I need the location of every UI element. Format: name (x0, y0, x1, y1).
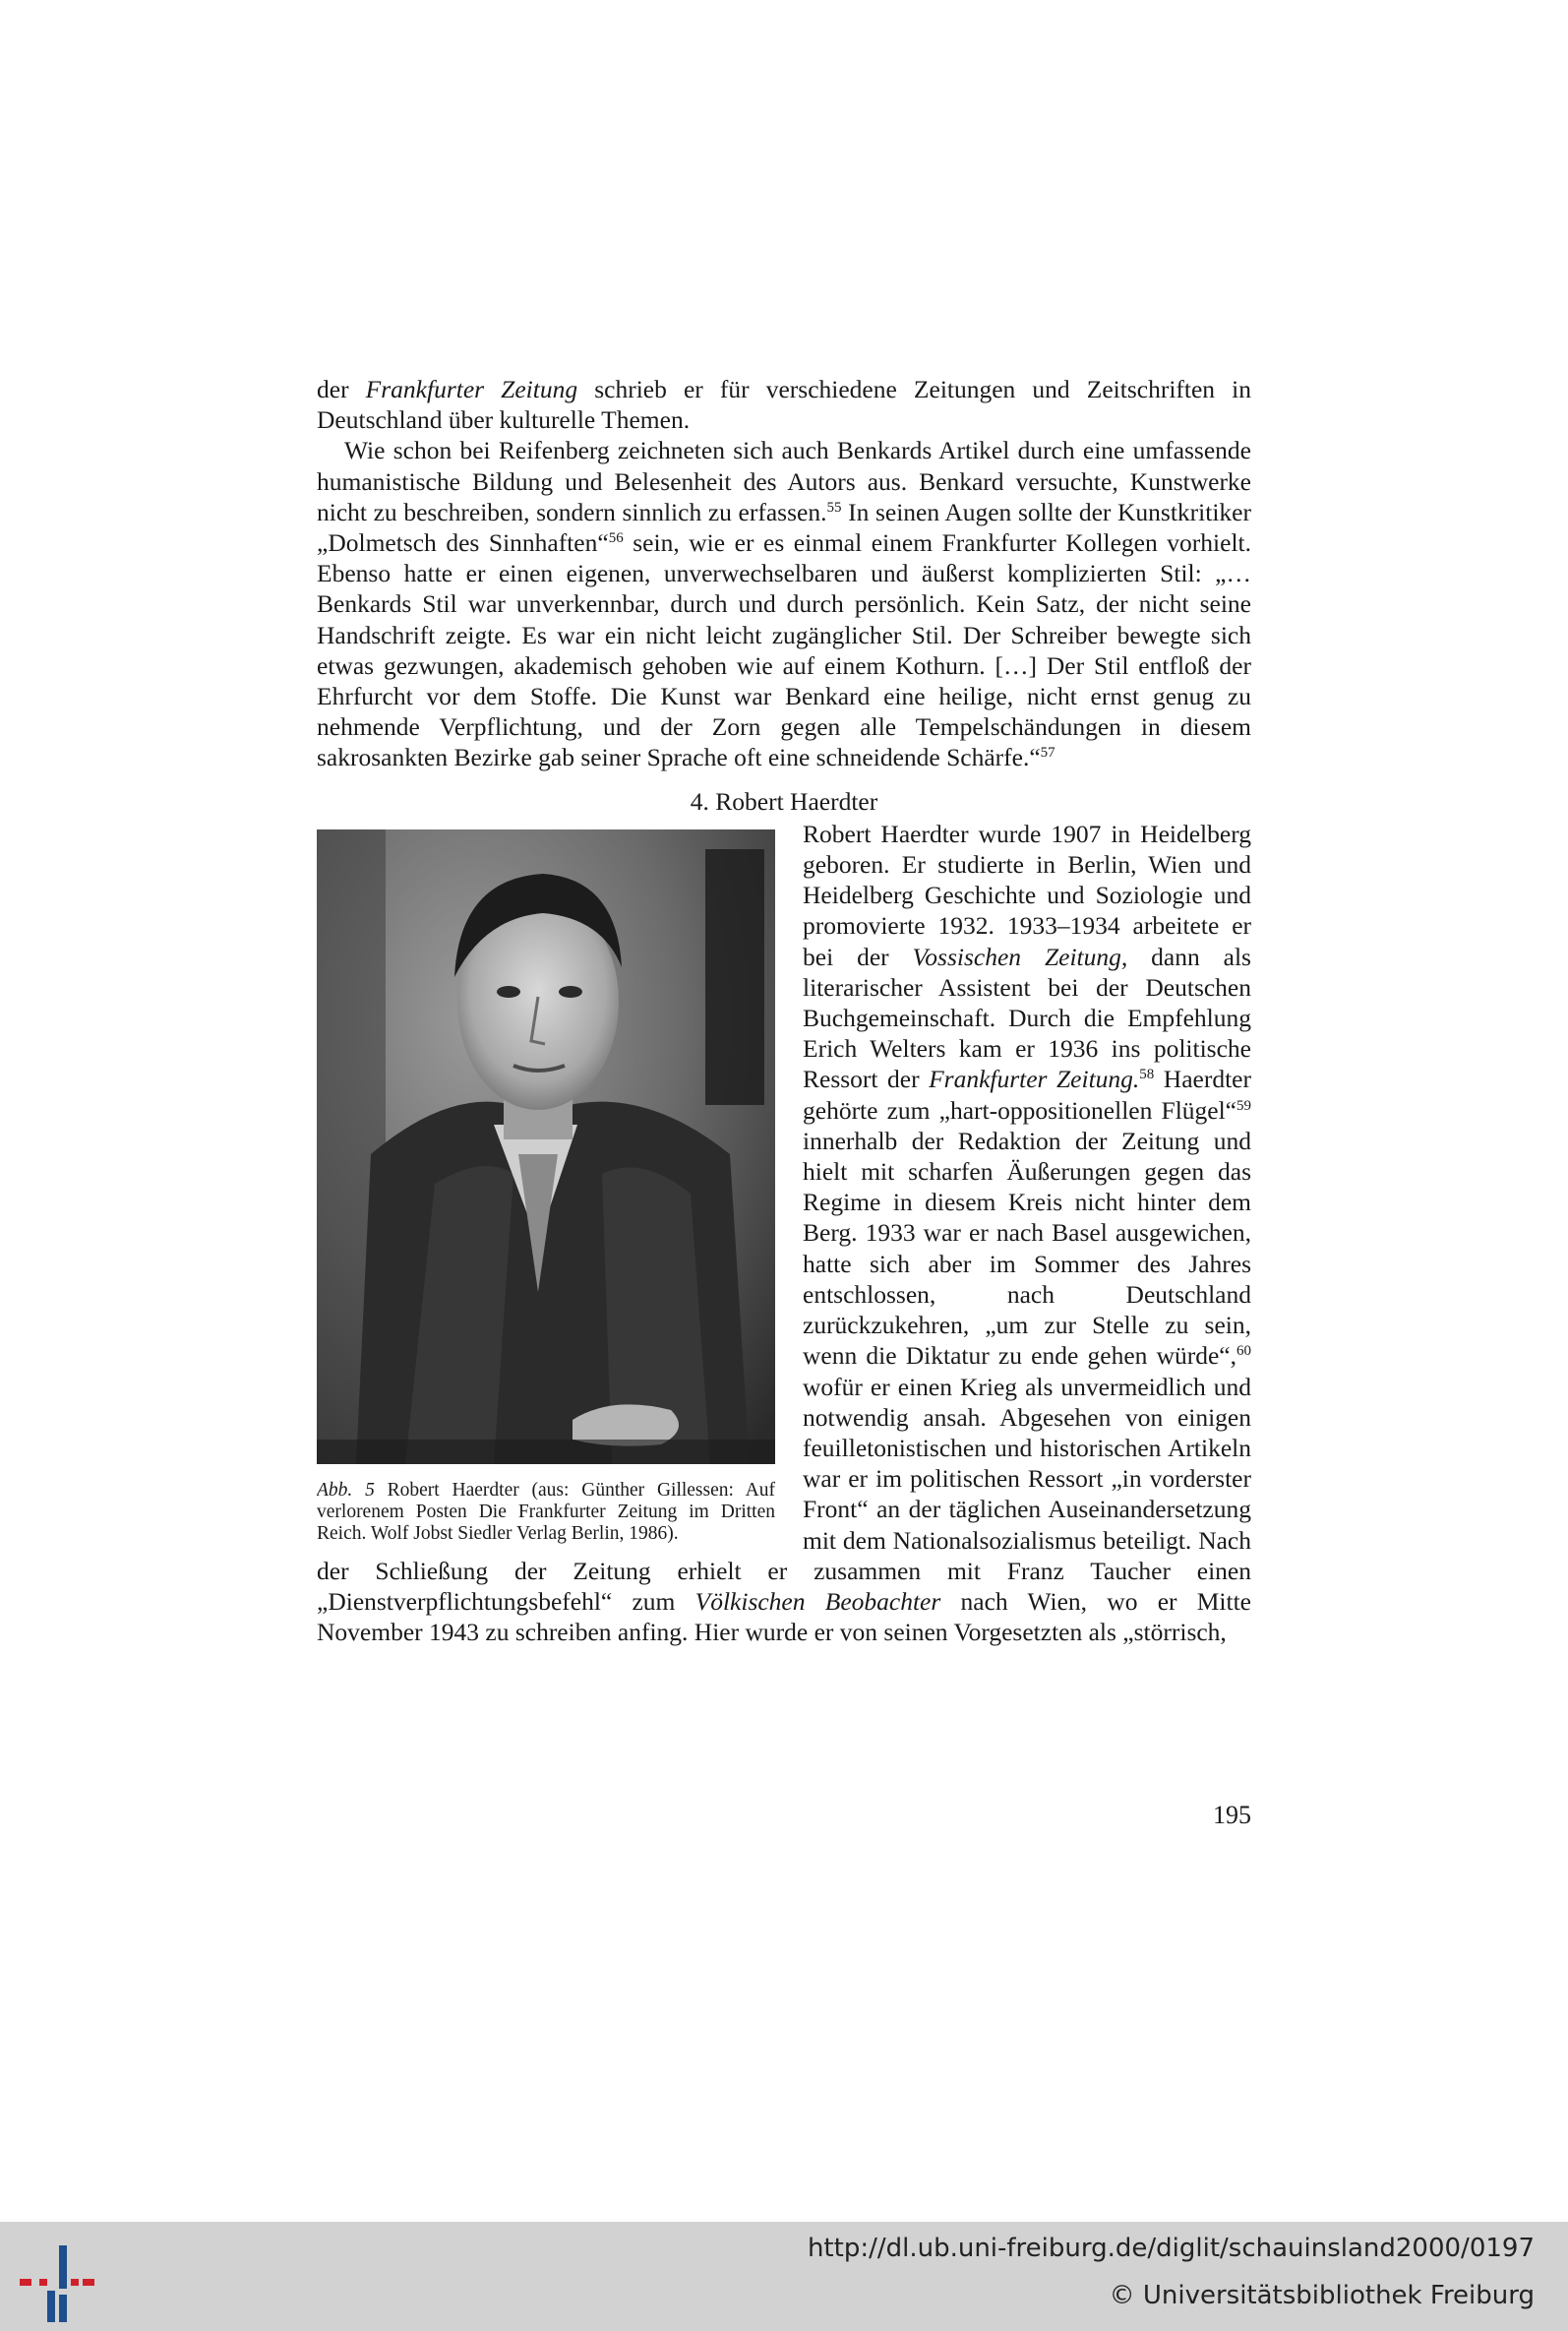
section-paragraph: Robert Haerdter wurde 1907 in Heidelberg geboren. Er studierte in Berlin, Wien und Heidelberg Geschichte und Soziologie und promovierte 1932. 1933–1934 arbeitete er bei der Vossischen Zeitung, dann als literarischer Assistent bei der Deutschen Buchgemeinschaft. Durch die Empfehlung Erich Welters kam er 1936 ins politische Ressort der Frankfurter Zeitung.$^{58}$ Haerdter gehörte zum „hart-oppositionellen Flügel“$^{59}$ innerhalb der Redaktion der Zeitung und hielt mit scharfen Äußerungen gegen das Regime in diesem Kreis nicht hinter dem Berg. 1933 war er nach Basel ausgewichen, hatte sich aber im Sommer des Jahres entschlossen, nach Deutschland zurückzukehren, „um zur Stelle zu sein, wenn die Diktatur zu ende gehen würde“,$^{60}$ wofür er einen Krieg als unvermeidlich und notwendig ansah. Abgesehen von einigen feuilletonistischen und historischen Artikeln war er im politischen Ressort „in vorderster Front“ an der täglichen Auseinandersetzung mit dem Nationalsozialismus beteiligt. Nach der Schließung der Zeitung erhielt er zusammen mit Franz Taucher einen „Dienstverpflichtungsbefehl“ zum Völkischen Beobachter nach Wien, wo er Mitte November 1943 zu schreiben anfing. Hier wurde er von seinen Vorgesetzten als „störrisch, (317, 819, 1251, 1647)
caption-label: Abb. 5 (317, 1479, 375, 1501)
paragraph-2: Wie schon bei Reifenberg zeichneten sich auch Benkards Artikel durch eine umfassende humanistische Bildung und Belesenheit des Autors aus. Benkard versuchte, Kunstwerke nicht zu beschreiben, sondern sinnlich zu erfassen.$^{55}$ In seinen Augen sollte der Kunstkritiker „Dolmetsch des Sinnhaften“$^{56}$ sein, wie er es einmal einem Frankfurter Kollegen vorhielt. Ebenso hatte er einen eigenen, unverwechselbaren und äußerst komplizierten Stil: „…Benkards Stil war unverkennbar, durch und durch persönlich. Kein Satz, der nicht seine Handschrift zeigte. Es war ein nicht leicht zugänglicher Stil. Der Schreiber bewegte sich etwas gezwungen, akademisch gehoben wie auf einem Kothurn. […] Der Stil entfloß der Ehrfurcht vor dem Stoffe. Die Kunst war Benkard eine heilige, nicht ernst genug zu nehmende Verpflichtung, und der Zorn gegen alle Tempelschändungen in diesem sakrosankten Bezirke gab seiner Sprache oft eine schneidende Schärfe.“$^{57}$ (317, 436, 1251, 772)
paragraph-1: der Frankfurter Zeitung schrieb er für verschiedene Zeitungen und Zeitschriften in Deutschland über kulturelle Themen. (317, 375, 1251, 435)
portrait-photo (317, 829, 775, 1464)
footnote-ref-55: 55 (826, 499, 842, 516)
footnote-ref-58: 58 (1139, 1067, 1155, 1083)
footnote-ref-60: 60 (1236, 1343, 1251, 1360)
footer-copyright: © Universitätsbibliothek Freiburg (1109, 2281, 1535, 2310)
library-logo-icon (18, 2243, 98, 2324)
page-content (317, 374, 1251, 1647)
figure-portrait (317, 829, 775, 1545)
section-body (317, 819, 1251, 1647)
footnote-ref-59: 59 (1236, 1097, 1251, 1114)
caption-text: Robert Haerdter (aus: Günther Gillessen: Auf verlorenem Posten Die Frankfurter Zeitung im Dritten Reich. Wolf Jobst Siedler Verlag Berlin, 1986). (317, 1479, 775, 1544)
footnote-ref-57: 57 (1040, 745, 1055, 762)
footer-url-link[interactable]: http://dl.ub.uni-freiburg.de/diglit/schauinsland2000/0197 (807, 2234, 1535, 2263)
footnote-ref-56: 56 (608, 530, 624, 547)
page-number: 195 (1213, 1801, 1251, 1829)
footer-bar (0, 2222, 1568, 2331)
section-heading: 4. Robert Haerdter (690, 786, 878, 816)
figure-caption (317, 1480, 775, 1545)
